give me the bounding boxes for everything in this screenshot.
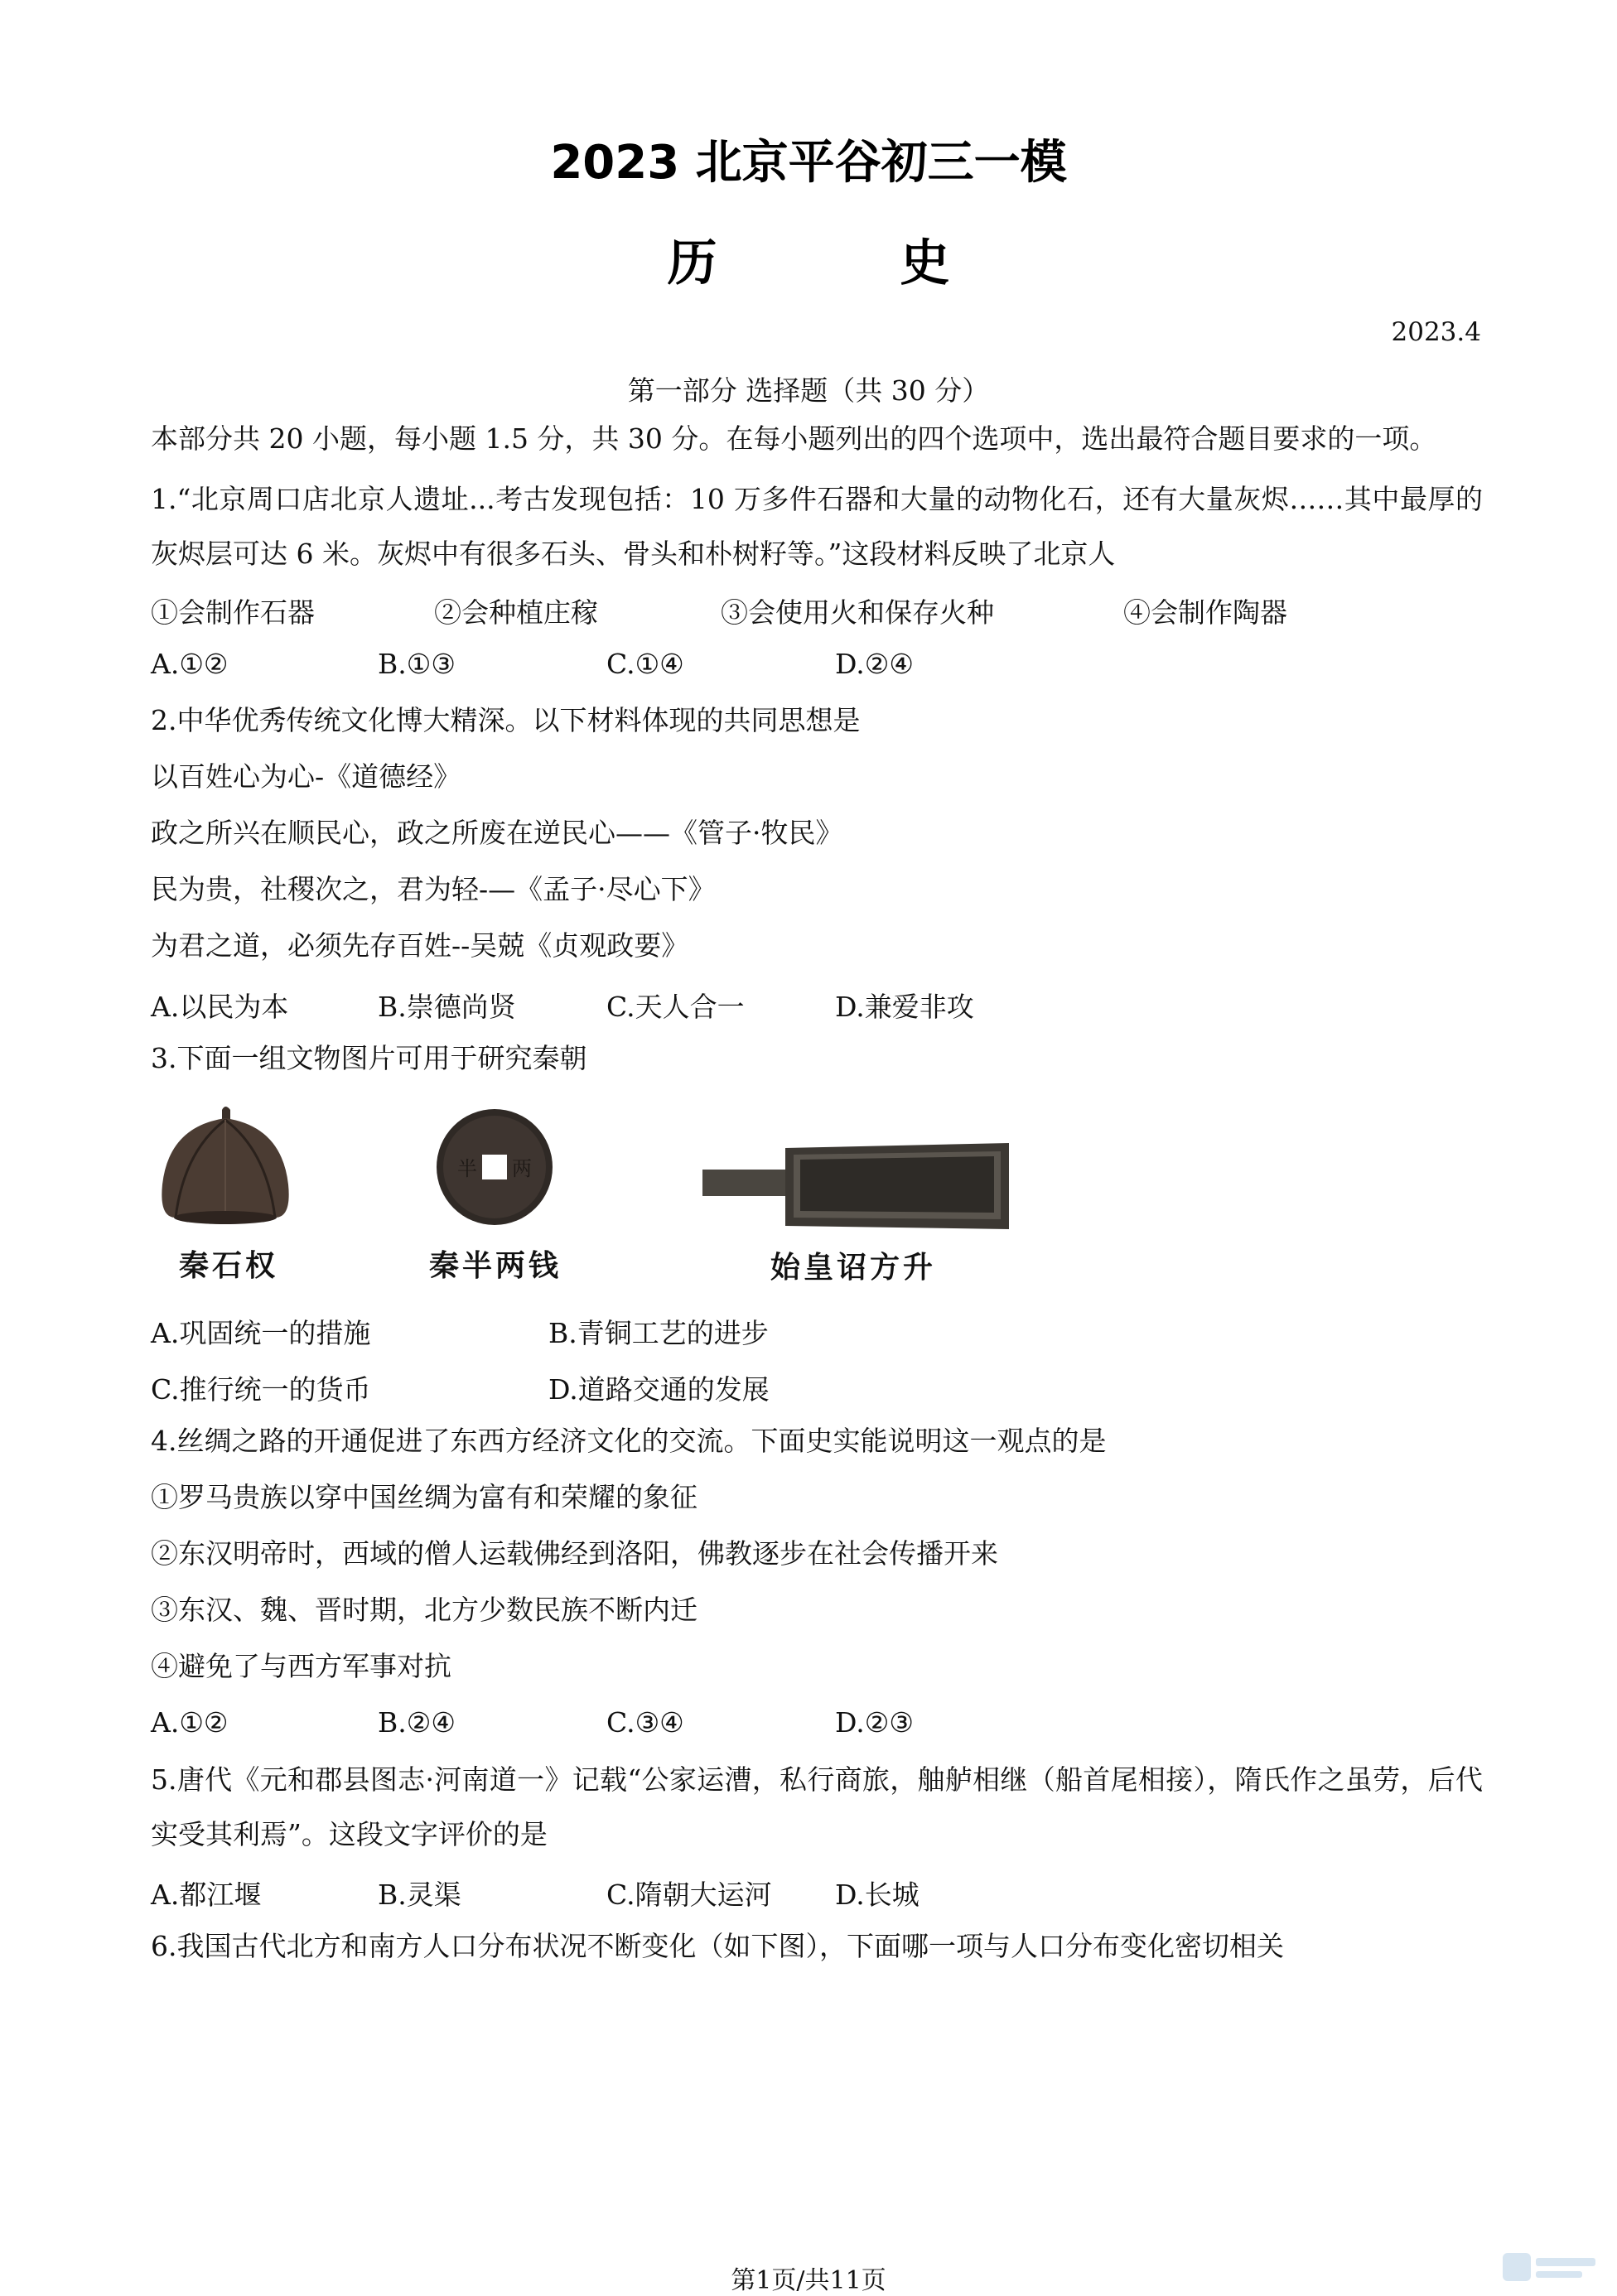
qin-banliang-coin-image <box>432 1105 557 1229</box>
q2-option-b: B.崇德尚贤 <box>378 991 516 1023</box>
q2-quote-4: 为君之道，必须先存百姓--吴兢《贞观政要》 <box>151 929 689 962</box>
q1-item-3: ③会使用火和保存火种 <box>721 596 994 629</box>
q4-item-2: ②东汉明帝时，西域的僧人运载佛经到洛阳，佛教逐步在社会传播开来 <box>151 1537 998 1570</box>
svg-text:两: 两 <box>512 1157 532 1180</box>
q4-option-b: B.②④ <box>378 1706 456 1739</box>
subject-title: 历 史 <box>667 234 1033 292</box>
question-1-stem: 1.“北京周口店北京人遗址...考古发现包括：10 万多件石器和大量的动物化石，还有大量灰烬……其中最厚的灰烬层可达 6 米。灰烬中有很多石头、骨头和朴树籽等。”这段材料反映了北京人 <box>151 483 1483 570</box>
q4-option-c: C.③④ <box>606 1706 684 1739</box>
question-4-stem: 4.丝绸之路的开通促进了东西方经济文化的交流。下面史实能说明这一观点的是 <box>151 1425 1107 1457</box>
q2-option-a: A.以民为本 <box>151 991 289 1023</box>
question-5-stem: 5.唐代《元和郡县图志·河南道一》记载“公家运漕，私行商旅，舳舻相继（船首尾相接），隋氏作之虽劳，后代实受其利焉”。这段文字评价的是 <box>151 1763 1483 1850</box>
section-heading: 第一部分 选择题（共 30 分） <box>627 374 990 407</box>
q1-item-1: ①会制作石器 <box>151 596 315 629</box>
section-instructions: 本部分共 20 小题，每小题 1.5 分，共 30 分。在每小题列出的四个选项中，选出最符合题目要求的一项。 <box>151 422 1437 455</box>
q1-option-c: C.①④ <box>606 648 684 680</box>
q2-quote-2: 政之所兴在顺民心，政之所废在逆民心——《管子·牧民》 <box>151 817 843 849</box>
q3-option-c: C.推行统一的货币 <box>151 1373 371 1406</box>
q1-option-a: A.①② <box>151 648 229 680</box>
artifact-label-3: 始皇诏方升 <box>770 1251 937 1285</box>
qin-stone-weight-image <box>151 1102 300 1234</box>
q1-option-d: D.②④ <box>835 648 914 680</box>
page-number: 第1页/共11页 <box>731 2266 886 2295</box>
q1-option-b: B.①③ <box>378 648 456 680</box>
q4-item-4: ④避免了与西方军事对抗 <box>151 1650 451 1682</box>
q5-option-c: C.隋朝大运河 <box>606 1879 772 1911</box>
q2-option-c: C.天人合一 <box>606 991 745 1023</box>
document-title: 2023 北京平谷初三一模 <box>550 136 1067 190</box>
q2-quote-3: 民为贵，社稷次之，君为轻-—《孟子·尽心下》 <box>151 873 716 905</box>
q3-option-a: A.巩固统一的措施 <box>151 1317 371 1349</box>
q5-option-b: B.灵渠 <box>378 1879 461 1911</box>
q4-item-3: ③东汉、魏、晋时期，北方少数民族不断内迁 <box>151 1594 697 1626</box>
q1-item-4: ④会制作陶器 <box>1123 596 1287 629</box>
exam-date: 2023.4 <box>1391 317 1481 347</box>
question-3-stem: 3.下面一组文物图片可用于研究秦朝 <box>151 1042 587 1074</box>
q3-option-d: D.道路交通的发展 <box>548 1373 770 1406</box>
qin-square-sheng-image <box>694 1136 1012 1236</box>
q4-item-1: ①罗马贵族以穿中国丝绸为富有和荣耀的象征 <box>151 1481 697 1513</box>
q5-option-d: D.长城 <box>835 1879 920 1911</box>
q5-option-a: A.都江堰 <box>151 1879 262 1911</box>
q1-item-2: ②会种植庄稼 <box>434 596 598 629</box>
question-6-stem: 6.我国古代北方和南方人口分布状况不断变化（如下图），下面哪一项与人口分布变化密切相关 <box>151 1930 1284 1962</box>
q4-option-a: A.①② <box>151 1706 229 1739</box>
q4-option-d: D.②③ <box>835 1706 914 1739</box>
q2-option-d: D.兼爱非攻 <box>835 991 974 1023</box>
watermark-logo-icon <box>1501 2248 1600 2289</box>
artifact-label-2: 秦半两钱 <box>429 1249 562 1283</box>
q3-option-b: B.青铜工艺的进步 <box>548 1317 769 1349</box>
q2-quote-1: 以百姓心为心-《道德经》 <box>151 760 461 793</box>
artifact-label-1: 秦石权 <box>179 1249 279 1283</box>
svg-text:半: 半 <box>457 1157 477 1180</box>
question-2-stem: 2.中华优秀传统文化博大精深。以下材料体现的共同思想是 <box>151 704 861 736</box>
